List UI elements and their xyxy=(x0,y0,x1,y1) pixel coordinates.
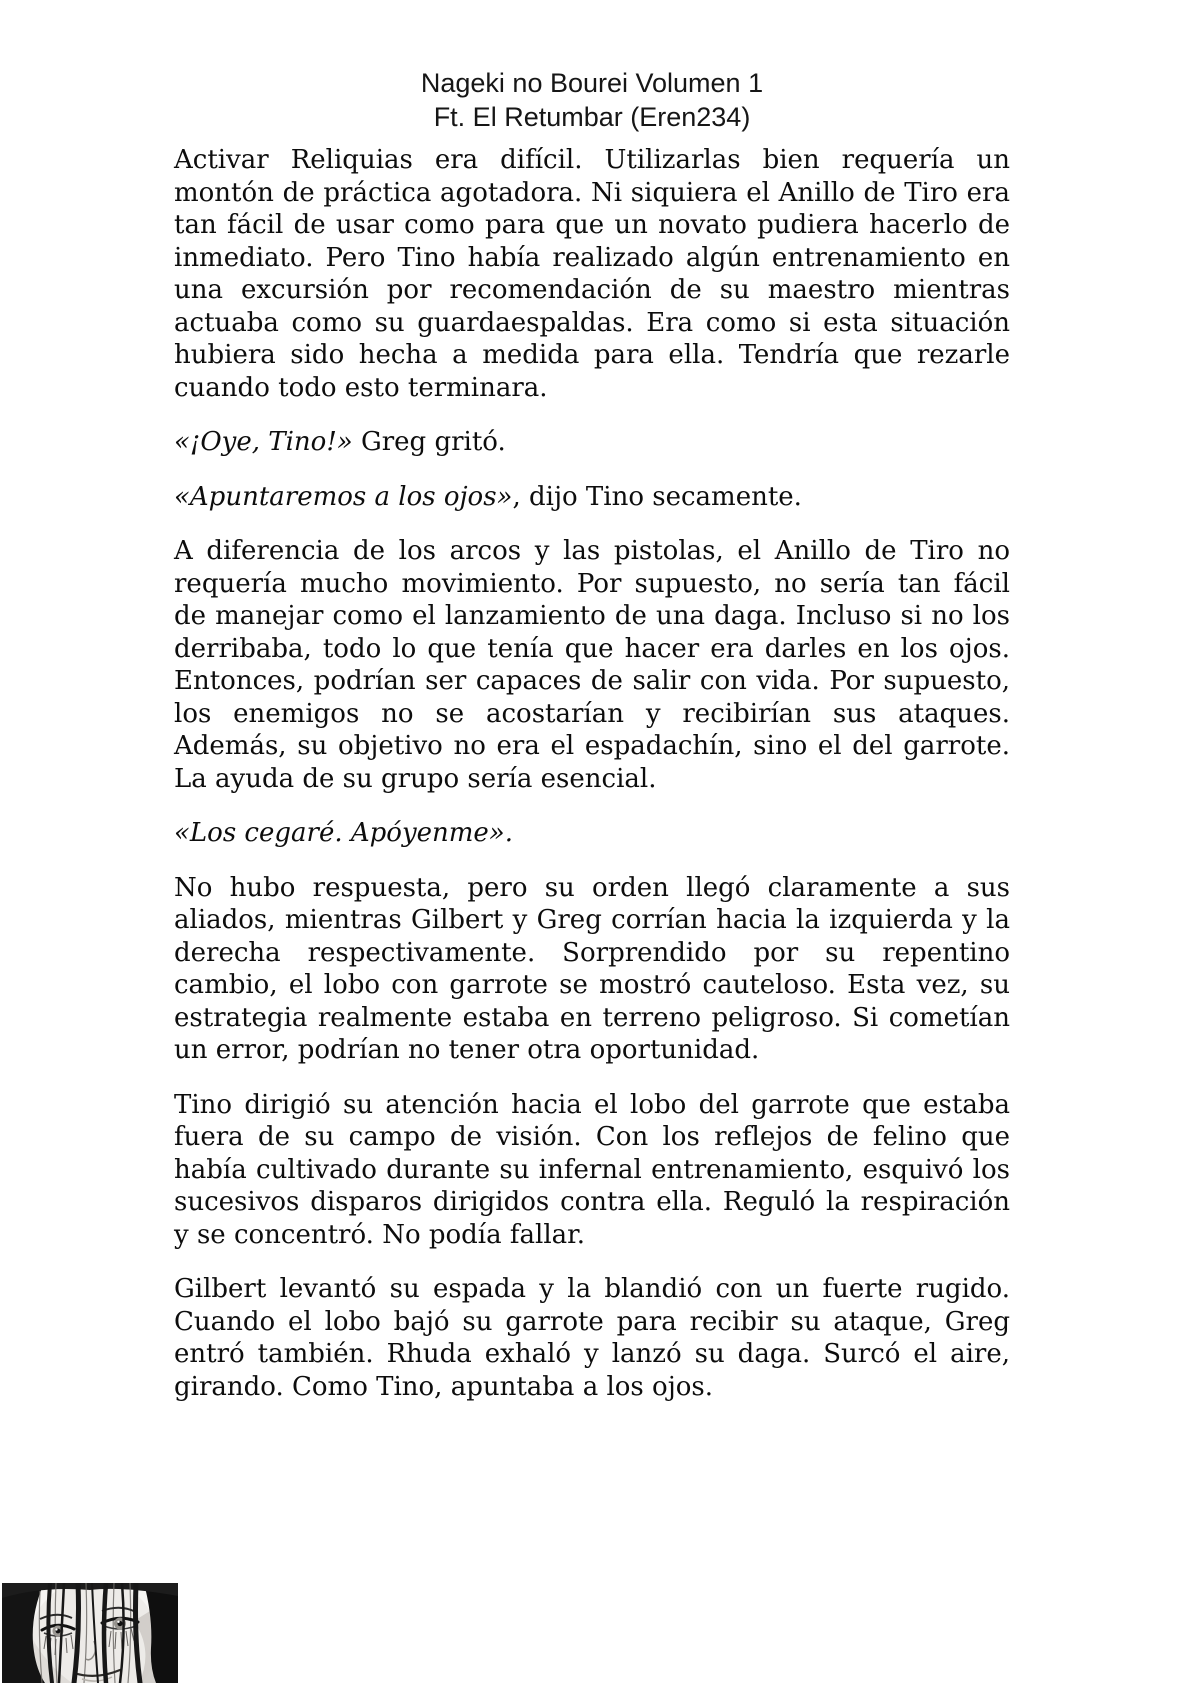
doc-subtitle: Ft. El Retumbar (Eren234) xyxy=(433,102,751,132)
paragraph-text: Gilbert levantó su espada y la blandió con un fuerte rugido. Cuando el lobo bajó su garrote para recibir su ataque, Greg entró también. Rhuda exhaló y lanzó su daga. Surcó el aire, girando. Como Tino, apuntaba a los ojos. xyxy=(174,1274,1010,1402)
manga-face-illustration xyxy=(2,1583,178,1683)
document-body xyxy=(174,144,1010,1403)
manga-face-image xyxy=(2,1583,178,1683)
paragraph-text: Activar Reliquias era difícil. Utilizarlas bien requería un montón de práctica agotadora. Ni siquiera el Anillo de Tiro era tan fácil de usar como para que un novato pudiera hacerlo de inmediato. Pero Tino había realizado algún entrenamiento en una excursión por recomendación de su maestro mientras actuaba como su guardaespaldas. Era como si esta situación hubiera sido hecha a medida para ella. Tendría que rezarle cuando todo esto terminara. xyxy=(174,145,1010,403)
dialogue-line xyxy=(174,481,1010,514)
paragraph xyxy=(174,1089,1010,1252)
dialogue-attribution: , dijo Tino secamente. xyxy=(512,481,802,512)
dialogue-line xyxy=(174,426,1010,459)
dialogue-quote: «Apuntaremos a los ojos» xyxy=(174,481,513,512)
paragraph-text: A diferencia de los arcos y las pistolas, el Anillo de Tiro no requería mucho movimiento. Por supuesto, no sería tan fácil de manejar como el lanzamiento de una daga. Incluso si no los derribaba, todo lo que tenía que hacer era darles en los ojos. Entonces, podrían ser capaces de salir con vida. Por supuesto, los enemigos no se acostarían y recibirían sus ataques. Además, su objetivo no era el espadachín, sino el del garrote. La ayuda de su grupo sería esencial. xyxy=(174,536,1010,794)
paragraph xyxy=(174,872,1010,1067)
dialogue-quote: «Los cegaré. Apóyenme». xyxy=(174,818,513,848)
paragraph-text: No hubo respuesta, pero su orden llegó claramente a sus aliados, mientras Gilbert y Greg corrían hacia la izquierda y la derecha respectivamente. Sorprendido por su repentino cambio, el lobo con garrote se mostró cauteloso. Esta vez, su estrategia realmente estaba en terreno peligroso. Si cometían un error, podrían no tener otra oportunidad. xyxy=(174,872,1010,1065)
doc-title: Nageki no Bourei Volumen 1 xyxy=(420,68,764,98)
dialogue-line xyxy=(174,817,1010,850)
paragraph xyxy=(174,1273,1010,1403)
document-header xyxy=(174,66,1010,134)
dialogue-quote: «¡Oye, Tino!» xyxy=(174,427,353,457)
paragraph xyxy=(174,144,1010,404)
paragraph xyxy=(174,535,1010,795)
paragraph-text: Tino dirigió su atención hacia el lobo del garrote que estaba fuera de su campo de visión. Con los reflejos de felino que había cultivado durante su infernal entrenamiento, esquivó los sucesivos disparos dirigidos contra ella. Reguló la respiración y se concentró. No podía fallar. xyxy=(174,1089,1010,1250)
dialogue-attribution: Greg gritó. xyxy=(352,427,506,457)
